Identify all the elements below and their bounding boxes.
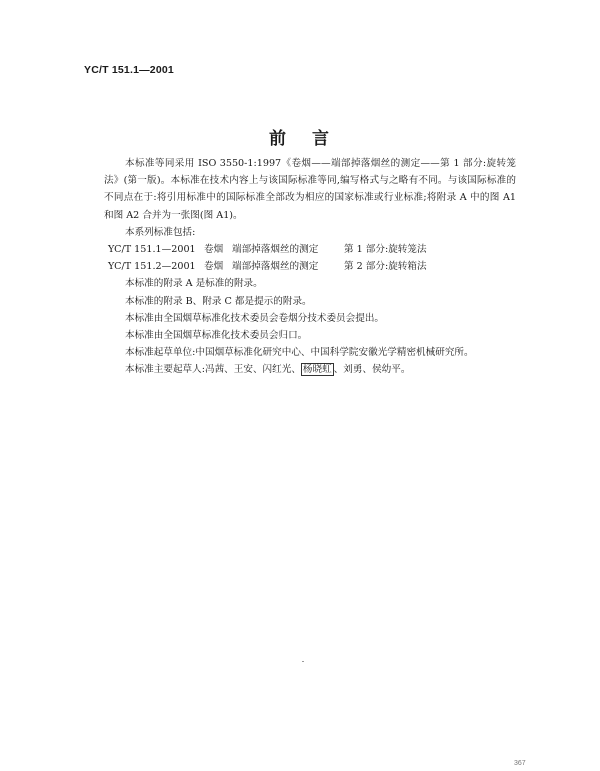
statement-line: 本标准的附录 A 是标准的附录。 [125, 278, 263, 290]
scan-mark [302, 661, 304, 662]
statement-line: 本标准起草单位:中国烟草标准化研究中心、中国科学院安徽光学精密机械研究所。 [125, 347, 474, 359]
page-title: 前言 [269, 129, 355, 149]
statement-line: 本标准由全国烟草标准化技术委员会卷烟分技术委员会提出。 [125, 312, 385, 324]
drafters-prefix: 本标准主要起草人:冯茜、王安、闪红光、 [125, 364, 301, 376]
series-category: 卷烟 [204, 261, 224, 273]
series-category: 卷烟 [204, 244, 224, 256]
drafters-line [104, 361, 516, 378]
series-code: YC/T 151.1—2001 [108, 244, 196, 256]
series-item [104, 258, 516, 275]
series-list [104, 241, 516, 275]
series-item [104, 241, 516, 258]
series-topic: 端部掉落烟丝的测定 [232, 244, 319, 256]
statement-line: 本标准的附录 B、附录 C 都是提示的附录。 [125, 295, 312, 307]
series-code: YC/T 151.2—2001 [108, 261, 196, 273]
series-part: 第 1 部分:旋转笼法 [344, 244, 427, 256]
series-intro: 本系列标准包括: [125, 226, 196, 238]
standard-code-header: YC/T 151.1—2001 [84, 64, 174, 76]
foreword-body [104, 155, 516, 379]
drafter-boxed-name: 杨晓虹 [302, 364, 332, 376]
series-part: 第 2 部分:旋转箱法 [344, 261, 427, 273]
statement-line: 本标准由全国烟草标准化技术委员会归口。 [125, 330, 308, 342]
drafters-suffix: 、刘勇、侯幼平。 [333, 364, 411, 376]
page-number: 367 [514, 760, 526, 767]
intro-paragraph: 本标准等同采用 ISO 3550-1:1997《卷烟——端部掉落烟丝的测定——第 1 部分:旋转笼法》(第一版)。本标准在技术内容上与该国际标准等同,编写格式与之略有不同。与该国际标准的不同点在于:将引用标准中的国际标准全部改为相应的国家标准或行业标准;将附录 A 中的图 A1 和图 A2 合并为一张图(图 A1)。 [104, 158, 516, 221]
series-topic: 端部掉落烟丝的测定 [232, 261, 319, 273]
